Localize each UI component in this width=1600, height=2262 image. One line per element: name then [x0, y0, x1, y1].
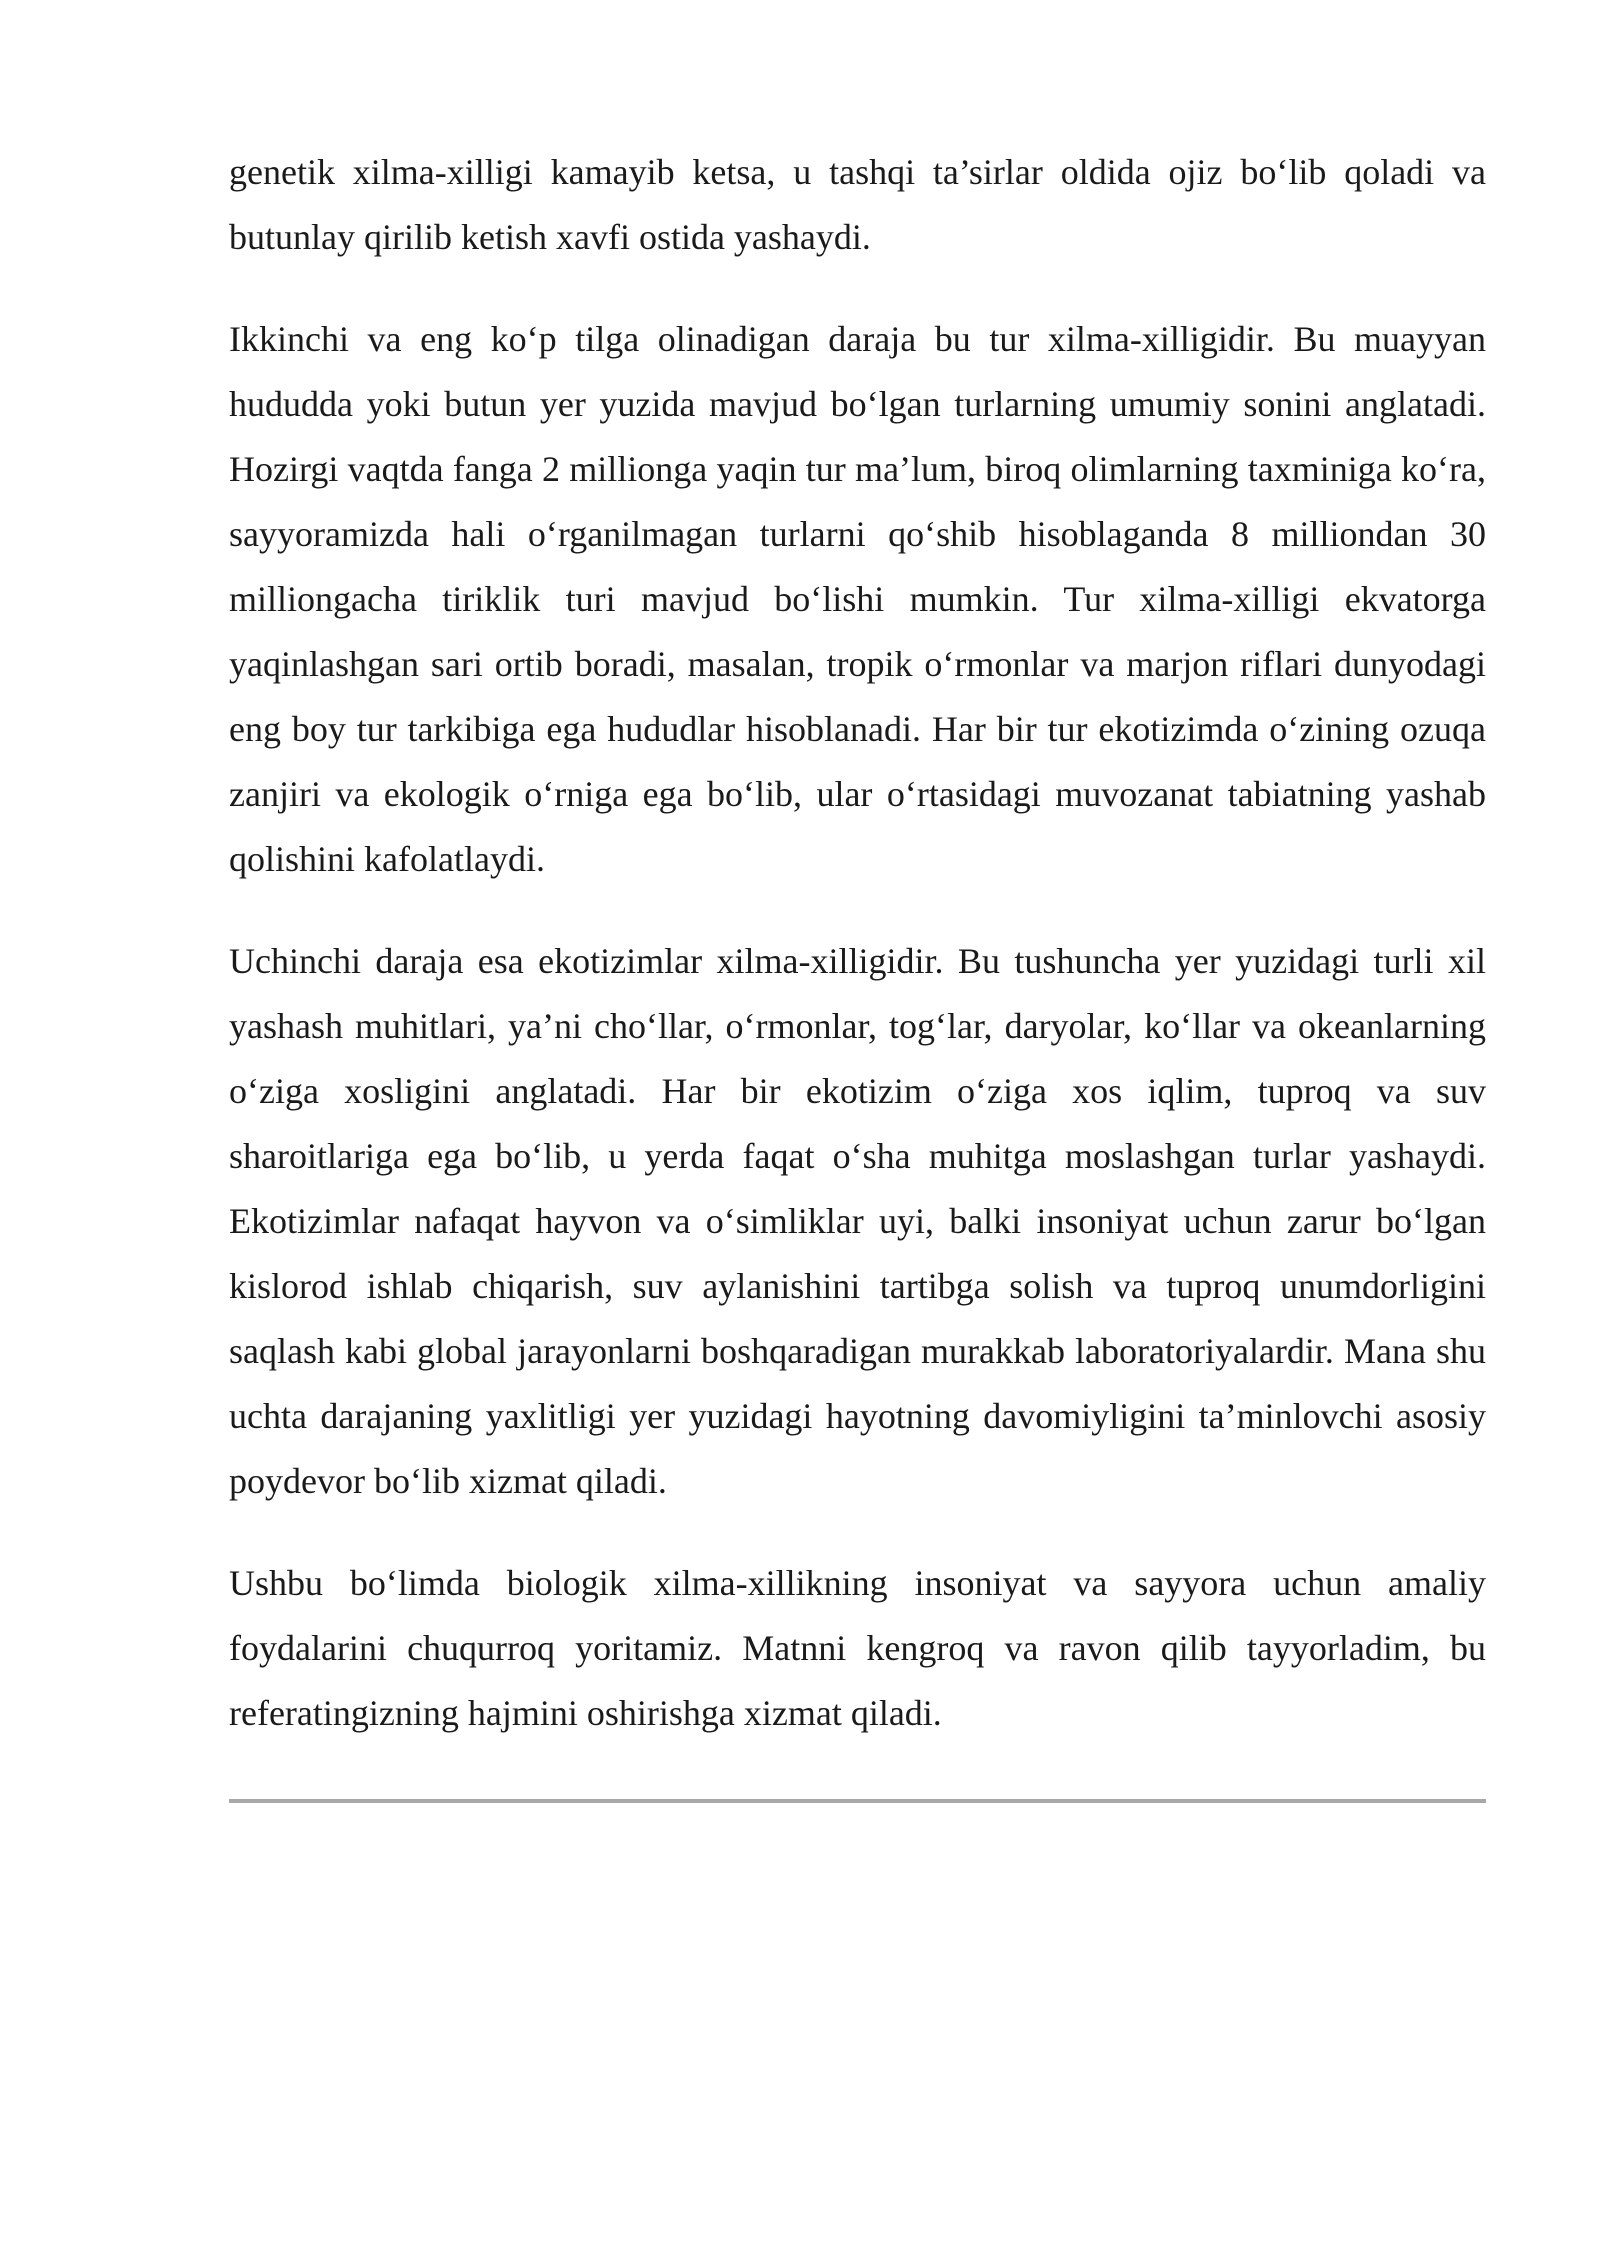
- paragraph-ecosystem-diversity: Uchinchi daraja esa ekotizimlar xilma-xilligidir. Bu tushuncha yer yuzidagi turli xil yashash muhitlari, ya’ni cho‘llar, o‘rmonlar, tog‘lar, daryolar, ko‘llar va okeanlarning o‘ziga xosligini anglatadi. Har bir ekotizim o‘ziga xos iqlim, tuproq va suv sharoitlariga ega bo‘lib, u yerda faqat o‘sha muhitga moslashgan turlar yashaydi. Ekotizimlar nafaqat hayvon va o‘simliklar uyi, balki insoniyat uchun zarur bo‘lgan kislorod ishlab chiqarish, suv aylanishini tartibga solish va tuproq unumdorligini saqlash kabi global jarayonlarni boshqaradigan murakkab laboratoriyalardir. Mana shu uchta darajaning yaxlitligi yer yuzidagi hayotning davomiyligini ta’minlovchi asosiy poydevor bo‘lib xizmat qiladi.: [229, 941, 1486, 1501]
- paragraph-species-diversity: Ikkinchi va eng ko‘p tilga olinadigan daraja bu tur xilma-xilligidir. Bu muayyan hududda yoki butun yer yuzida mavjud bo‘lgan turlarning umumiy sonini anglatadi. Hozirgi vaqtda fanga 2 millionga yaqin tur ma’lum, biroq olimlarning taxminiga ko‘ra, sayyoramizda hali o‘rganilmagan turlarni qo‘shib hisoblaganda 8 milliondan 30 milliongacha tiriklik turi mavjud bo‘lishi mumkin. Tur xilma-xilligi ekvatorga yaqinlashgan sari ortib boradi, masalan, tropik o‘rmonlar va marjon riflari dunyodagi eng boy tur tarkibiga ega hududlar hisoblanadi. Har bir tur ekotizimda o‘zining ozuqa zanjiri va ekologik o‘rniga ega bo‘lib, ular o‘rtasidagi muvozanat tabiatning yashab qolishini kafolatlaydi.: [229, 319, 1486, 879]
- paragraph-genetic-diversity-end: genetik xilma-xilligi kamayib ketsa, u tashqi ta’sirlar oldida ojiz bo‘lib qoladi va butunlay qirilib ketish xavfi ostida yashaydi.: [229, 152, 1486, 257]
- horizontal-rule: [229, 1799, 1486, 1803]
- document-body: [229, 140, 1486, 1783]
- paragraph-section-note: Ushbu bo‘limda biologik xilma-xillikning insoniyat va sayyora uchun amaliy foydalarini chuqurroq yoritamiz. Matnni kengroq va ravon qilib tayyorladim, bu referatingizning hajmini oshirishga xizmat qiladi.: [229, 1563, 1486, 1733]
